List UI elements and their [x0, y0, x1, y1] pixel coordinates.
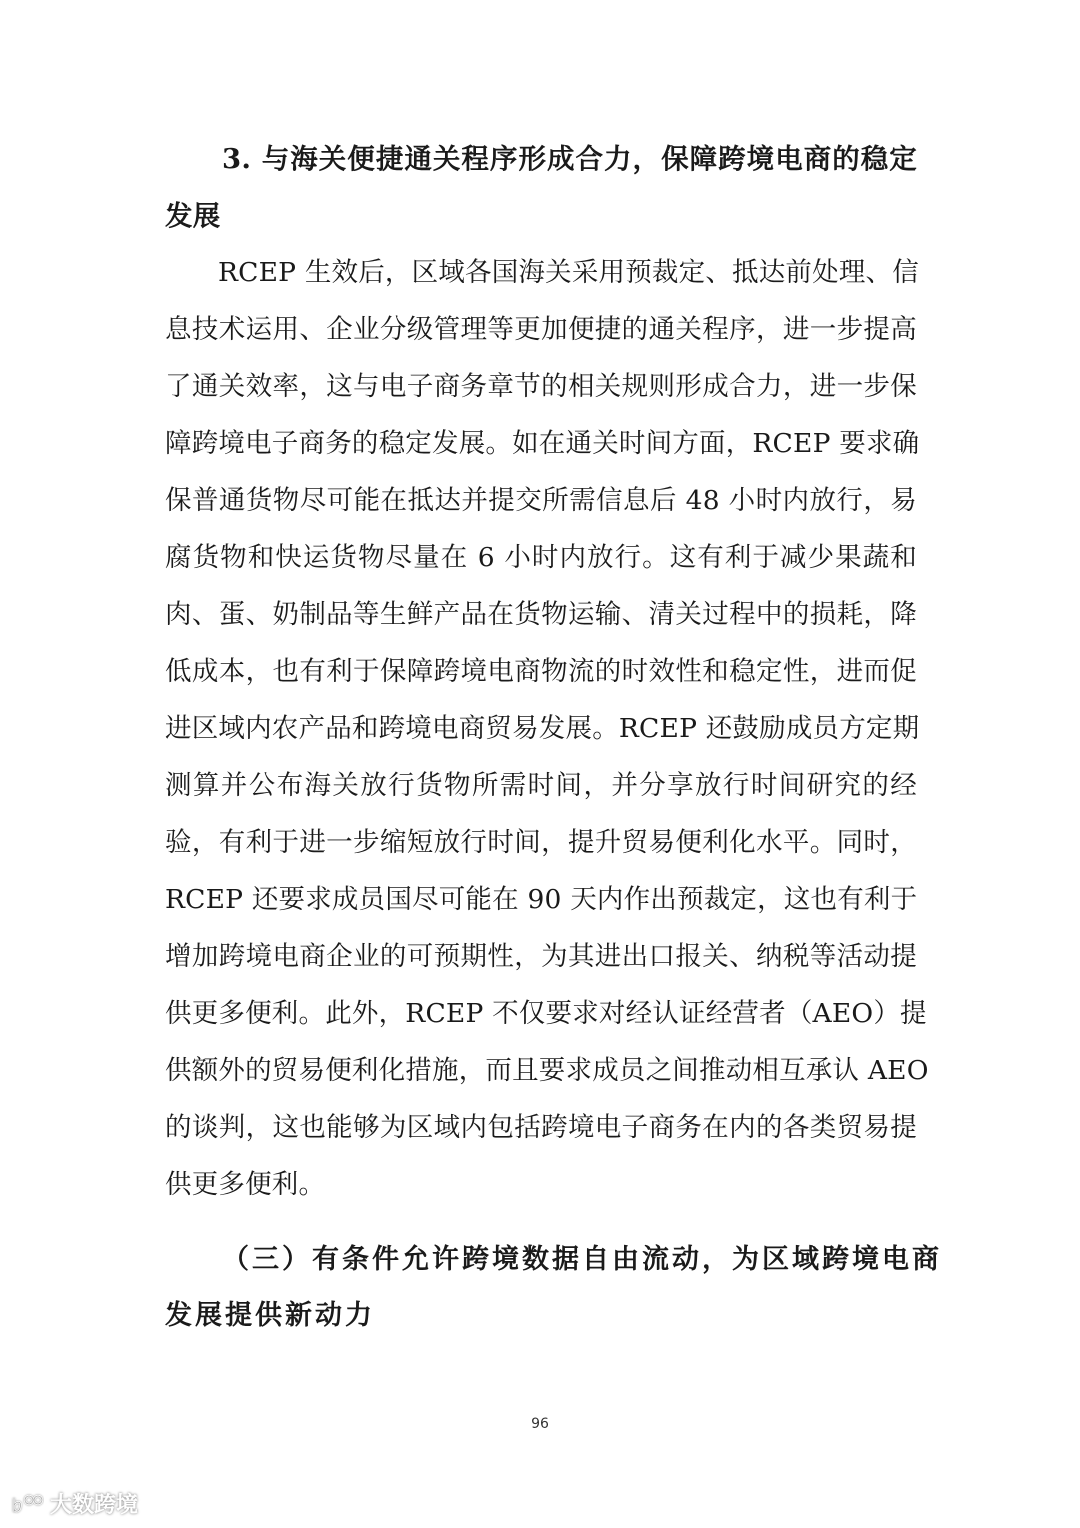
paragraph-line: 供额外的贸易便利化措施，而且要求成员之间推动相互承认 AEO — [165, 1055, 929, 1086]
paragraph-line: 了通关效率，这与电子商务章节的相关规则形成合力，进一步保 — [165, 371, 917, 402]
subheading-line-2: 发展 — [165, 200, 221, 232]
paragraph-line: 息技术运用、企业分级管理等更加便捷的通关程序，进一步提高 — [165, 314, 917, 345]
page-number: 96 — [531, 1416, 549, 1432]
weibo-logo-icon — [10, 1492, 44, 1516]
paragraph-line: 的谈判，这也能够为区域内包括跨境电子商务在内的各类贸易提 — [165, 1112, 917, 1143]
section-heading-line-1: （三）有条件允许跨境数据自由流动，为区域跨境电商 — [222, 1244, 942, 1275]
paragraph-line: 低成本，也有利于保障跨境电商物流的时效性和稳定性，进而促 — [165, 656, 917, 687]
subheading-line-1: 3. 与海关便捷通关程序形成合力，保障跨境电商的稳定 — [222, 143, 917, 175]
paragraph-line: 测算并公布海关放行货物所需时间，并分享放行时间研究的经 — [165, 770, 917, 801]
paragraph-line: 腐货物和快运货物尽量在 6 小时内放行。这有利于减少果蔬和 — [165, 542, 917, 573]
paragraph-line: RCEP 生效后，区域各国海关采用预裁定、抵达前处理、信 — [218, 257, 919, 288]
paragraph-line: 供更多便利。此外，RCEP 不仅要求对经认证经营者（AEO）提 — [165, 998, 927, 1029]
paragraph-line: 供更多便利。 — [165, 1169, 326, 1200]
paragraph-line: 验，有利于进一步缩短放行时间，提升贸易便利化水平。同时， — [165, 827, 917, 858]
paragraph-line: 保普通货物尽可能在抵达并提交所需信息后 48 小时内放行，易 — [165, 485, 917, 516]
section-heading-line-2: 发展提供新动力 — [165, 1300, 375, 1331]
paragraph-line: 障跨境电子商务的稳定发展。如在通关时间方面，RCEP 要求确 — [165, 428, 920, 459]
paragraph-line: 增加跨境电商企业的可预期性，为其进出口报关、纳税等活动提 — [165, 941, 917, 972]
paragraph-line: RCEP 还要求成员国尽可能在 90 天内作出预裁定，这也有利于 — [165, 884, 918, 915]
watermark-text: 大数跨境 — [50, 1493, 139, 1518]
paragraph-line: 肉、蛋、奶制品等生鲜产品在货物运输、清关过程中的损耗，降 — [165, 599, 917, 630]
paragraph-line: 进区域内农产品和跨境电商贸易发展。RCEP 还鼓励成员方定期 — [165, 713, 920, 744]
watermark — [10, 1488, 138, 1519]
